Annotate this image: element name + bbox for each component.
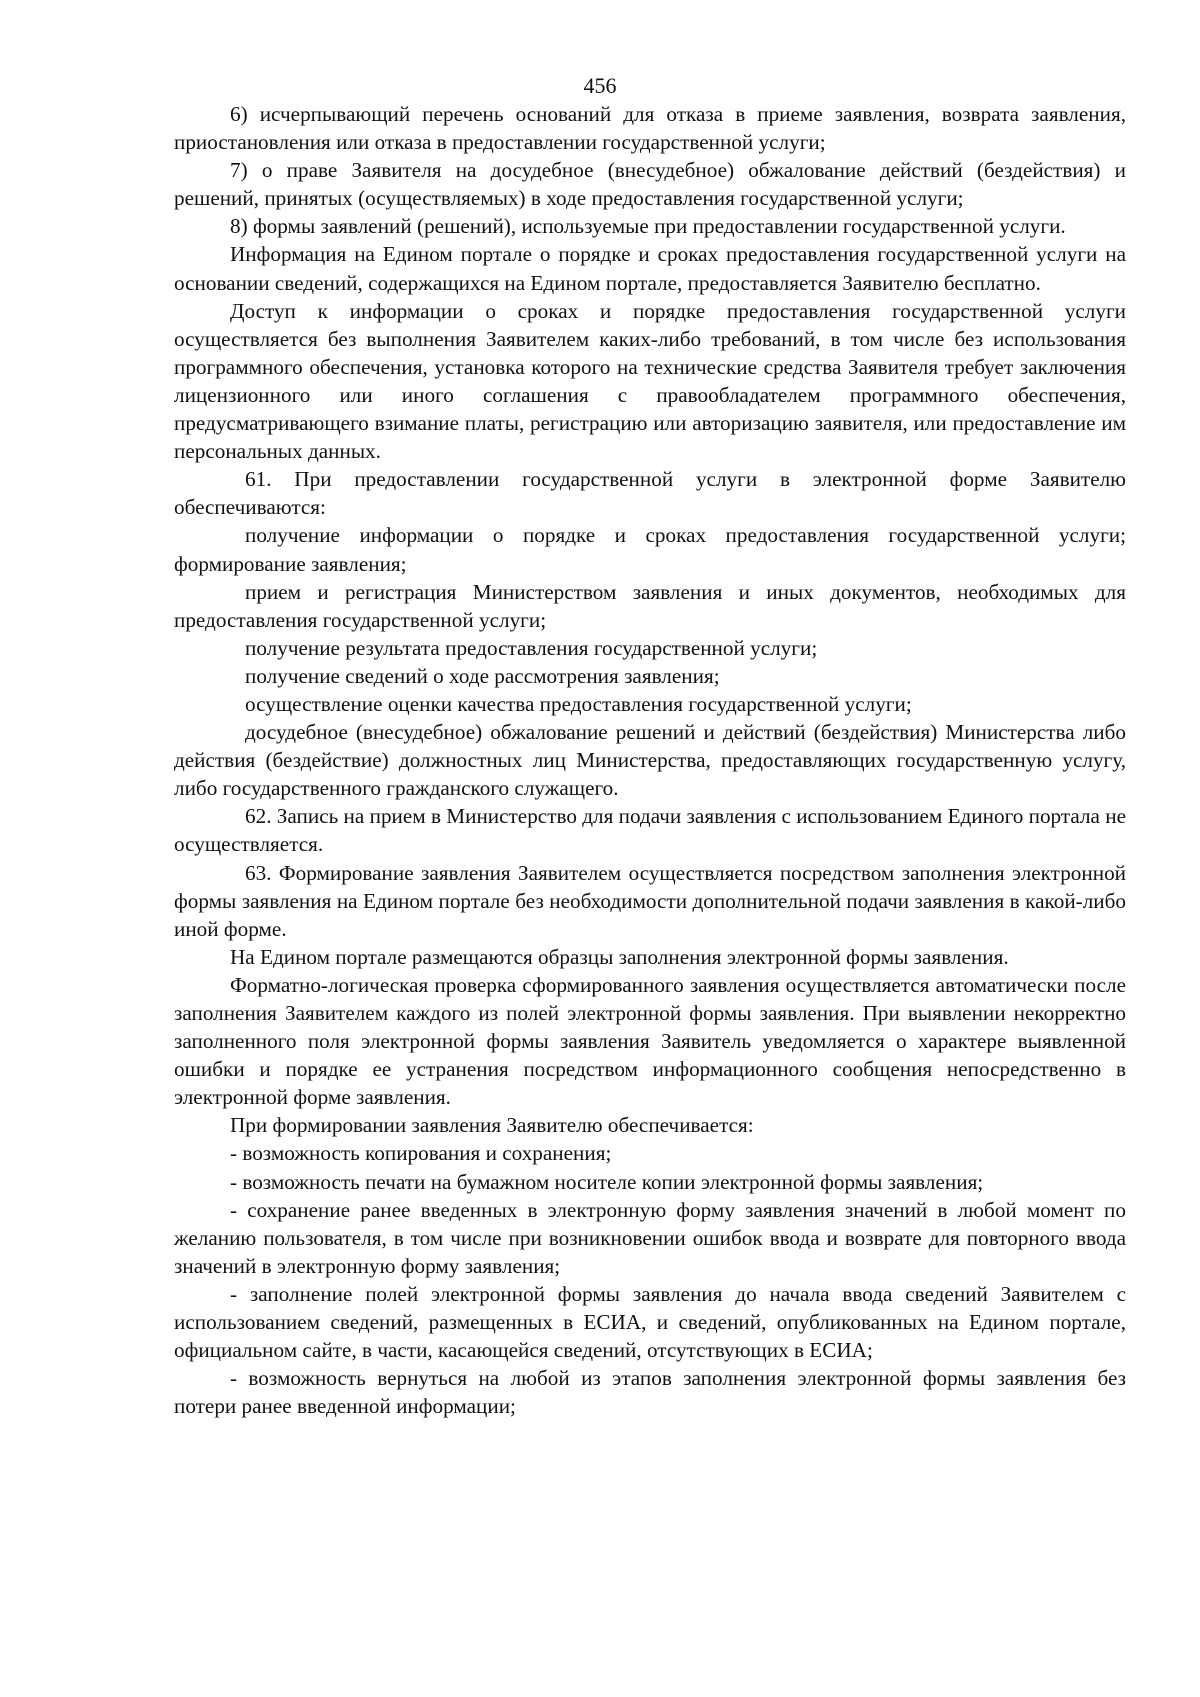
list-item: - возможность печати на бумажном носителе копии электронной формы заявления; [230,1169,984,1194]
list-item: получение информации о порядке и сроках предоставления государственной услуги; формирование заявления; [174,523,1126,576]
list-item: - заполнение полей электронной формы заявления до начала ввода сведений Заявителем с использованием сведений, размещенных в ЕСИА, и сведений, опубликованных на Едином портале, официальном сайте, в части, касающейся сведений, отсутствующих в ЕСИА; [174,1281,1126,1363]
paragraph-clause-63: 63. Формирование заявления Заявителем осуществляется посредством заполнения электронной формы заявления на Едином портале без необходимости дополнительной подачи заявления в какой-либо иной форме. [174,860,1126,941]
list-item: получение результата предоставления государственной услуги; [245,635,818,660]
paragraph-clause-62: 62. Запись на прием в Министерство для подачи заявления с использованием Единого портала не осуществляется. [174,804,1126,857]
paragraph: 6) исчерпывающий перечень оснований для отказа в приеме заявления, возврата заявления, приостановления или отказа в предоставлении государственной услуги; [174,102,1126,155]
paragraph-clause-61: 61. При предоставлении государственной услуги в электронной форме Заявителю обеспечиваются: [174,467,1126,520]
paragraph: Форматно-логическая проверка сформированного заявления осуществляется автоматически после заполнения Заявителем каждого из полей электронной формы заявления. При выявлении некорректно заполненного поля электронной формы заявления Заявитель уведомляется о характере выявленной ошибки и порядке ее устранения посредством информационного сообщения непосредственно в электронной форме заявления. [174,972,1126,1110]
list-item: - возможность копирования и сохранения; [230,1141,612,1166]
list-item: прием и регистрация Министерством заявления и иных документов, необходимых для предоставления государственной услуги; [174,579,1126,632]
paragraph: При формировании заявления Заявителю обеспечивается: [230,1113,754,1138]
list-item: получение сведений о ходе рассмотрения заявления; [245,663,720,688]
list-item: досудебное (внесудебное) обжалование решений и действий (бездействия) Министерства либо действия (бездействие) должностных лиц Министерства, предоставляющих государственную услугу, либо государственного гражданского служащего. [174,720,1126,801]
list-item: осуществление оценки качества предоставления государственной услуги; [245,691,912,716]
list-item: - возможность вернуться на любой из этапов заполнения электронной формы заявления без потери ранее введенной информации; [174,1366,1126,1419]
paragraph: 8) формы заявлений (решений), используемые при предоставлении государственной услуги. [230,214,1066,239]
paragraph: Доступ к информации о сроках и порядке предоставления государственной услуги осуществляется без выполнения Заявителем каких-либо требований, в том числе без использования программного обеспечения, установка которого на технические средства Заявителя требует заключения лицензионного или иного соглашения с правообладателем программного обеспечения, предусматривающего взимание платы, регистрацию или авторизацию заявителя, или предоставление им персональных данных. [174,298,1126,464]
paragraph: 7) о праве Заявителя на досудебное (внесудебное) обжалование действий (бездействия) и решений, принятых (осуществляемых) в ходе предоставления государственной услуги; [174,158,1126,211]
paragraph: Информация на Едином портале о порядке и сроках предоставления государственной услуги на основании сведений, содержащихся на Едином портале, предоставляется Заявителю бесплатно. [174,242,1126,295]
paragraph: На Едином портале размещаются образцы заполнения электронной формы заявления. [230,944,1009,969]
list-item: - сохранение ранее введенных в электронную форму заявления значений в любой момент по желанию пользователя, в том числе при возникновении ошибок ввода и возврате для повторного ввода значений в электронную форму заявления; [174,1197,1126,1278]
page-number: 456 [583,73,617,98]
page-body [174,100,1126,1420]
